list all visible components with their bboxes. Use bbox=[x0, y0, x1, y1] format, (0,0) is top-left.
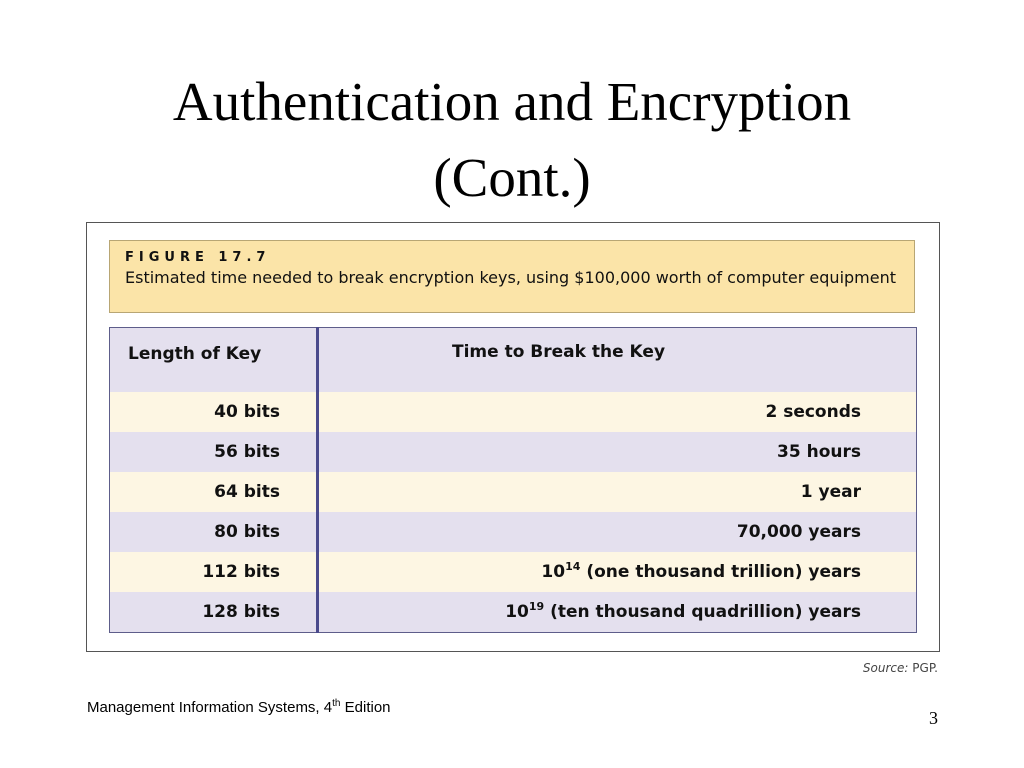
figure-image bbox=[86, 222, 940, 652]
table-header-row bbox=[110, 328, 917, 392]
cell-time-to-break bbox=[318, 552, 917, 592]
source-prefix: Source: bbox=[862, 661, 909, 675]
time-text: (one thousand trillion) years bbox=[580, 561, 861, 582]
table-row bbox=[110, 512, 917, 552]
cell-time-to-break bbox=[318, 592, 917, 633]
cell-key-length: 64 bits bbox=[110, 472, 318, 512]
figure-caption-box bbox=[109, 240, 915, 313]
source-value: PGP. bbox=[912, 661, 938, 675]
time-text: 1 year bbox=[800, 481, 861, 502]
footer-text-before: Management Information Systems, 4 bbox=[87, 699, 333, 716]
table-row bbox=[110, 592, 917, 633]
footer-text-after: Edition bbox=[340, 699, 391, 716]
slide-title-line1: Authentication and Encryption bbox=[172, 71, 852, 132]
table-row bbox=[110, 392, 917, 432]
figure-label: FIGURE 17.7 bbox=[125, 250, 271, 265]
slide-title bbox=[0, 64, 1024, 216]
cell-time-to-break bbox=[318, 432, 917, 472]
time-base: 10 bbox=[541, 561, 566, 582]
figure-source bbox=[863, 661, 938, 675]
time-exponent: 14 bbox=[565, 559, 581, 573]
slide-title-line2: (Cont.) bbox=[433, 147, 591, 208]
table-row bbox=[110, 432, 917, 472]
cell-time-to-break bbox=[318, 512, 917, 552]
footer-superscript: th bbox=[332, 698, 341, 709]
cell-time-to-break bbox=[318, 472, 917, 512]
time-text: (ten thousand quadrillion) years bbox=[544, 601, 861, 622]
cell-key-length: 128 bits bbox=[110, 592, 318, 633]
table-row bbox=[110, 552, 917, 592]
cell-key-length: 40 bits bbox=[110, 392, 318, 432]
cell-key-length: 112 bits bbox=[110, 552, 318, 592]
key-break-time-table bbox=[109, 327, 917, 633]
cell-key-length: 80 bits bbox=[110, 512, 318, 552]
table-body bbox=[110, 392, 917, 633]
time-text: 70,000 years bbox=[736, 521, 861, 542]
time-text: 35 hours bbox=[777, 441, 861, 462]
page-number: 3 bbox=[929, 708, 938, 728]
cell-time-to-break bbox=[318, 392, 917, 432]
cell-key-length: 56 bits bbox=[110, 432, 318, 472]
header-length-of-key: Length of Key bbox=[110, 328, 318, 392]
header-time-to-break: Time to Break the Key bbox=[318, 328, 917, 392]
time-text: 2 seconds bbox=[765, 401, 861, 422]
figure-caption: Estimated time needed to break encryption keys, using $100,000 worth of computer equipment bbox=[125, 268, 897, 287]
time-base: 10 bbox=[505, 601, 529, 622]
time-exponent: 19 bbox=[528, 599, 545, 613]
footer-text bbox=[87, 698, 391, 716]
table-row bbox=[110, 472, 917, 512]
